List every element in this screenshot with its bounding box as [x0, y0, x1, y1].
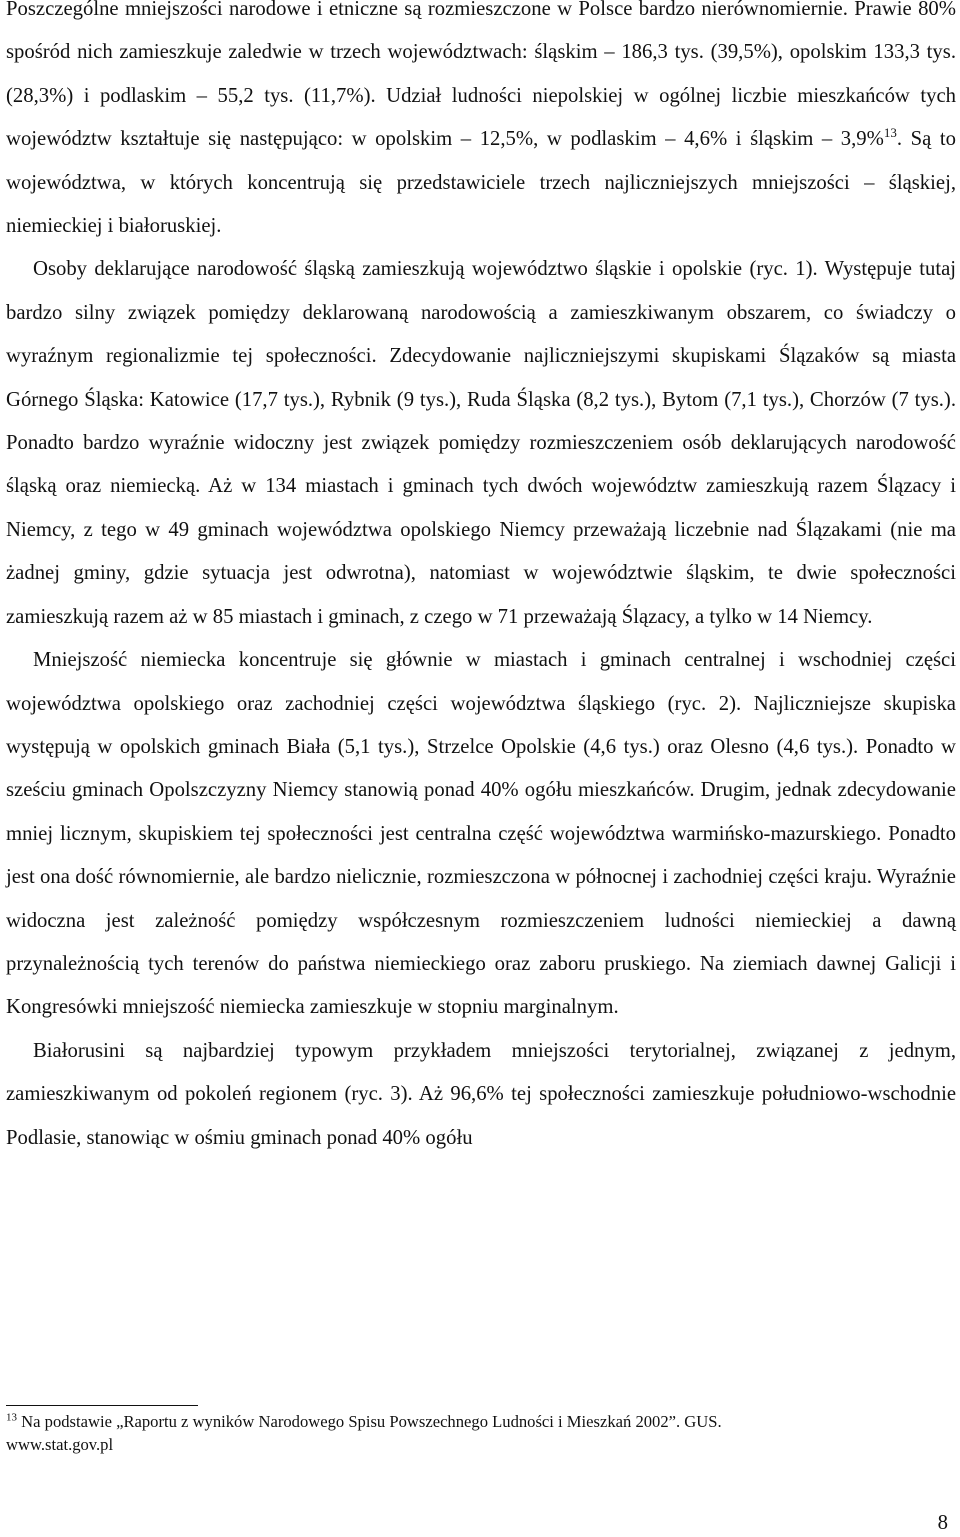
footnote-url[interactable]: www.stat.gov.pl — [6, 1435, 114, 1454]
paragraph-3: Mniejszość niemiecka koncentruje się głównie w miastach i gminach centralnej i wschodniej części województwa opolskiego oraz zachodniej części województwa śląskiego (ryc. 2). Najliczniejsze skupiska występują w opolskich gminach Biała (5,1 tys.), Strzelce Opolskie (4,6 tys.) oraz Olesno (4,6 tys.). Ponadto w sześciu gminach Opolszczyzny Niemcy stanowią ponad 40% ogółu mieszkańców. Drugim, jednak zdecydowanie mniej licznym, skupiskiem tej społeczności jest centralna część województwa warmińsko-mazurskiego. Ponadto jest ona dość równomiernie, ale bardzo nielicznie, rozmieszczona w północnej i zachodniej części kraju. Wyraźnie widoczna jest zależność pomiędzy współczesnym rozmieszczeniem ludności niemieckiej a dawną przynależnością tych terenów do państwa niemieckiego oraz zaboru pruskiego. Na ziemiach dawnej Galicji i Kongresówki mniejszość niemiecka zamieszkuje w stopniu marginalnym. — [6, 649, 956, 1019]
footnote-reference[interactable]: 13 — [883, 125, 897, 141]
paragraph-2: Osoby deklarujące narodowość śląską zamieszkują województwo śląskie i opolskie (ryc. 1). Występuje tutaj bardzo silny związek pomiędzy deklarowaną narodowością a zamieszkiwanym obszarem, co świadczy o wyraźnym regionalizmie tej społeczności. Zdecydowanie najliczniejszymi skupiskami Ślązaków są miasta Górnego Śląska: Katowice (17,7 tys.), Rybnik (9 tys.), Ruda Śląska (8,2 tys.), Bytom (7,1 tys.), Chorzów (7 tys.). Ponadto bardzo wyraźnie widoczny jest związek pomiędzy rozmieszczeniem osób deklarujących narodowość śląską oraz niemiecką. Aż w 134 miastach i gminach tych dwóch województw zamieszkują razem Ślązacy i Niemcy, z tego w 49 gminach województwa opolskiego Niemcy przeważają liczebnie nad Ślązakami (nie ma żadnej gminy, gdzie sytuacja jest odwrotna), natomiast w województwie śląskim, te dwie społeczności zamieszkują razem aż w 85 miastach i gminach, z czego w 71 przeważają Ślązacy, a tylko w 14 Niemcy. — [6, 258, 956, 628]
paragraph-1-text-continued: . Są to województwa, w których koncentrują się przedstawiciele trzech najliczniejszych mniejszości – śląskiej, niemieckiej i białoruskiej. — [6, 128, 956, 238]
paragraph-4: Białorusini są najbardziej typowym przykładem mniejszości terytorialnej, związanej z jednym, zamieszkiwanym od pokoleń regionem (ryc. 3). Aż 96,6% tej społeczności zamieszkuje południowo-wschodnie Podlasie, stanowiąc w ośmiu gminach ponad 40% ogółu — [6, 1039, 956, 1149]
footnote-number: 13 — [6, 1411, 17, 1424]
paragraph-1-text: Poszczególne mniejszości narodowe i etniczne są rozmieszczone w Polsce bardzo nierównomiernie. Prawie 80% spośród nich zamieszkuje zaledwie w trzech województwach: śląskim – 186,3 tys. (39,5%), opolskim 133,3 tys. (28,3%) i podlaskim – 55,2 tys. (11,7%). Udział ludności niepolskiej w ogólnej liczbie mieszkańców tych województw kształtuje się następująco: w opolskim – 12,5%, w podlaskim – 4,6% i śląskim – 3,9% — [6, 0, 956, 151]
paragraph-1 — [6, 0, 956, 248]
page-number: 8 — [937, 1512, 948, 1534]
footnote-text: Na podstawie „Raportu z wyników Narodowego Spisu Powszechnego Ludności i Mieszkań 2002”. GUS. — [17, 1412, 722, 1431]
page-body — [6, 0, 956, 1160]
footnote — [6, 1410, 956, 1456]
footnote-separator — [6, 1405, 198, 1406]
